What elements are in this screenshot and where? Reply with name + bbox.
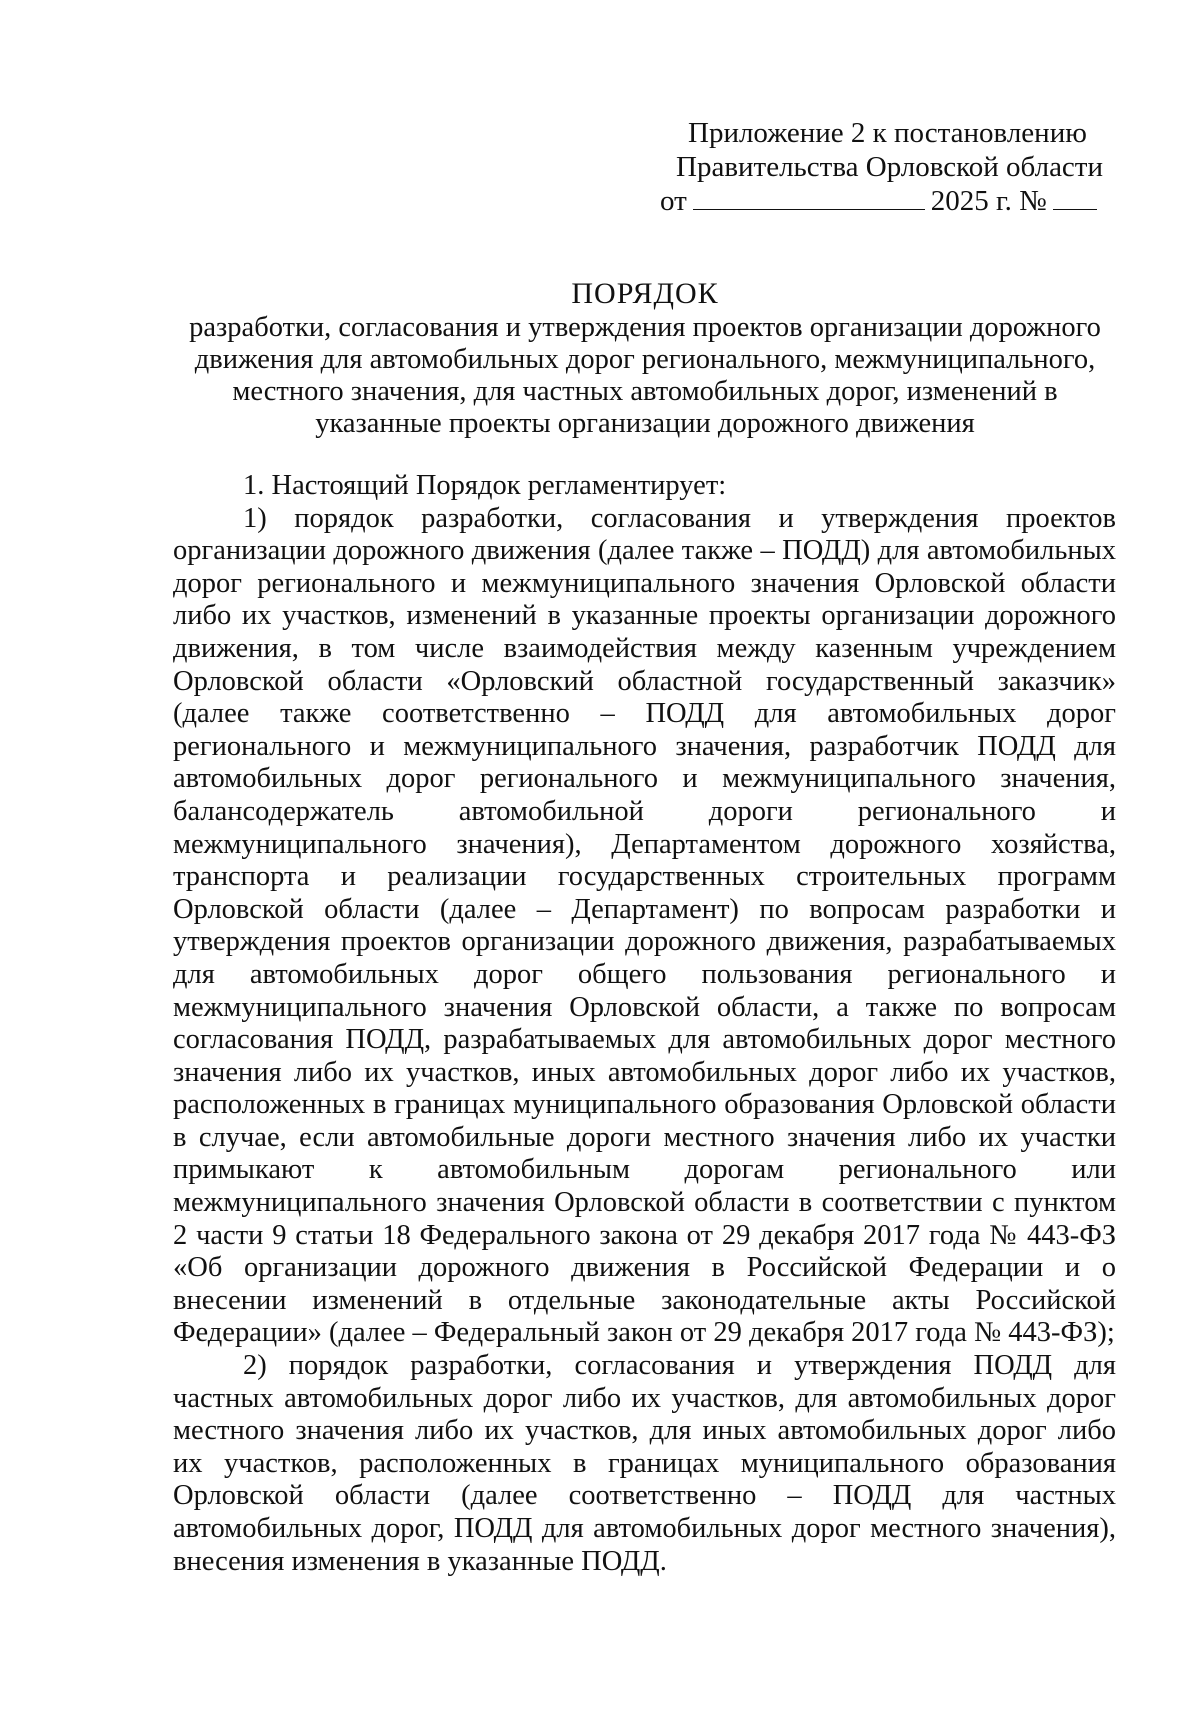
subtitle-line: указанные проекты организации дорожного движения: [315, 408, 975, 439]
year-number-label: 2025 г. №: [930, 185, 1047, 217]
number-blank: [1053, 185, 1097, 210]
date-blank: [693, 185, 925, 210]
subtitle-line: движения для автомобильных дорог регионального, межмуниципального,: [194, 344, 1096, 375]
paragraph-item-1: 1) порядок разработки, согласования и утверждения проектов организации дорожного движения (далее также – ПОДД) для автомобильных дорог регионального и межмуниципального значения Орловской области либо их участков, изменений в указанные проекты организации дорожного движения, в том числе взаимодействия между казенным учреждением Орловской области «Орловский областной государственный заказчик» (далее также соответственно – ПОДД для автомобильных дорог регионального и межмуниципального значения, разработчик ПОДД для автомобильных дорог регионального и межмуниципального значения, балансодержатель автомобильной дороги регионального и межмуниципального значения), Департаментом дорожного хозяйства, транспорта и реализации государственных строительных программ Орловской области (далее – Департамент) по вопросам разработки и утверждения проектов организации дорожного движения, разрабатываемых для автомобильных дорог общего пользования регионального и межмуниципального значения Орловской области, а также по вопросам согласования ПОДД, разрабатываемых для автомобильных дорог местного значения либо их участков, иных автомобильных дорог либо их участков, расположенных в границах муниципального образования Орловской области в случае, если автомобильные дороги местного значения либо их участки примыкают к автомобильным дорогам регионального или межмуниципального значения Орловской области в соответствии с пунктом 2 части 9 статьи 18 Федерального закона от 29 декабря 2017 года № 443-ФЗ «Об организации дорожного движения в Российской Федерации и о внесении изменений в отдельные законодательные акты Российской Федерации» (далее – Федеральный закон от 29 декабря 2017 года № 443-ФЗ);: [173, 502, 1116, 1349]
subtitle-line: местного значения, для частных автомобильных дорог, изменений в: [232, 376, 1058, 407]
paragraph-item-2: 2) порядок разработки, согласования и утверждения ПОДД для частных автомобильных дорог либо их участков, для автомобильных дорог местного значения либо их участков, для иных автомобильных дорог либо их участков, расположенных в границах муниципального образования Орловской области (далее соответственно – ПОДД для частных автомобильных дорог, ПОДД для автомобильных дорог местного значения), внесения изменения в указанные ПОДД.: [173, 1350, 1116, 1577]
subtitle-line: разработки, согласования и утверждения проектов организации дорожного: [189, 312, 1101, 343]
document-subtitle: [180, 312, 1110, 440]
document-body: [173, 470, 1116, 1578]
paragraph-intro: 1. Настоящий Порядок регламентирует:: [243, 470, 727, 501]
appendix-header: [660, 116, 1120, 218]
appendix-line-1: Приложение 2 к постановлению: [688, 117, 1087, 149]
from-label: от: [660, 185, 687, 217]
document-title: ПОРЯДОК: [571, 277, 719, 310]
appendix-line-2: Правительства Орловской области: [676, 151, 1103, 183]
appendix-date-line: [660, 184, 1120, 218]
